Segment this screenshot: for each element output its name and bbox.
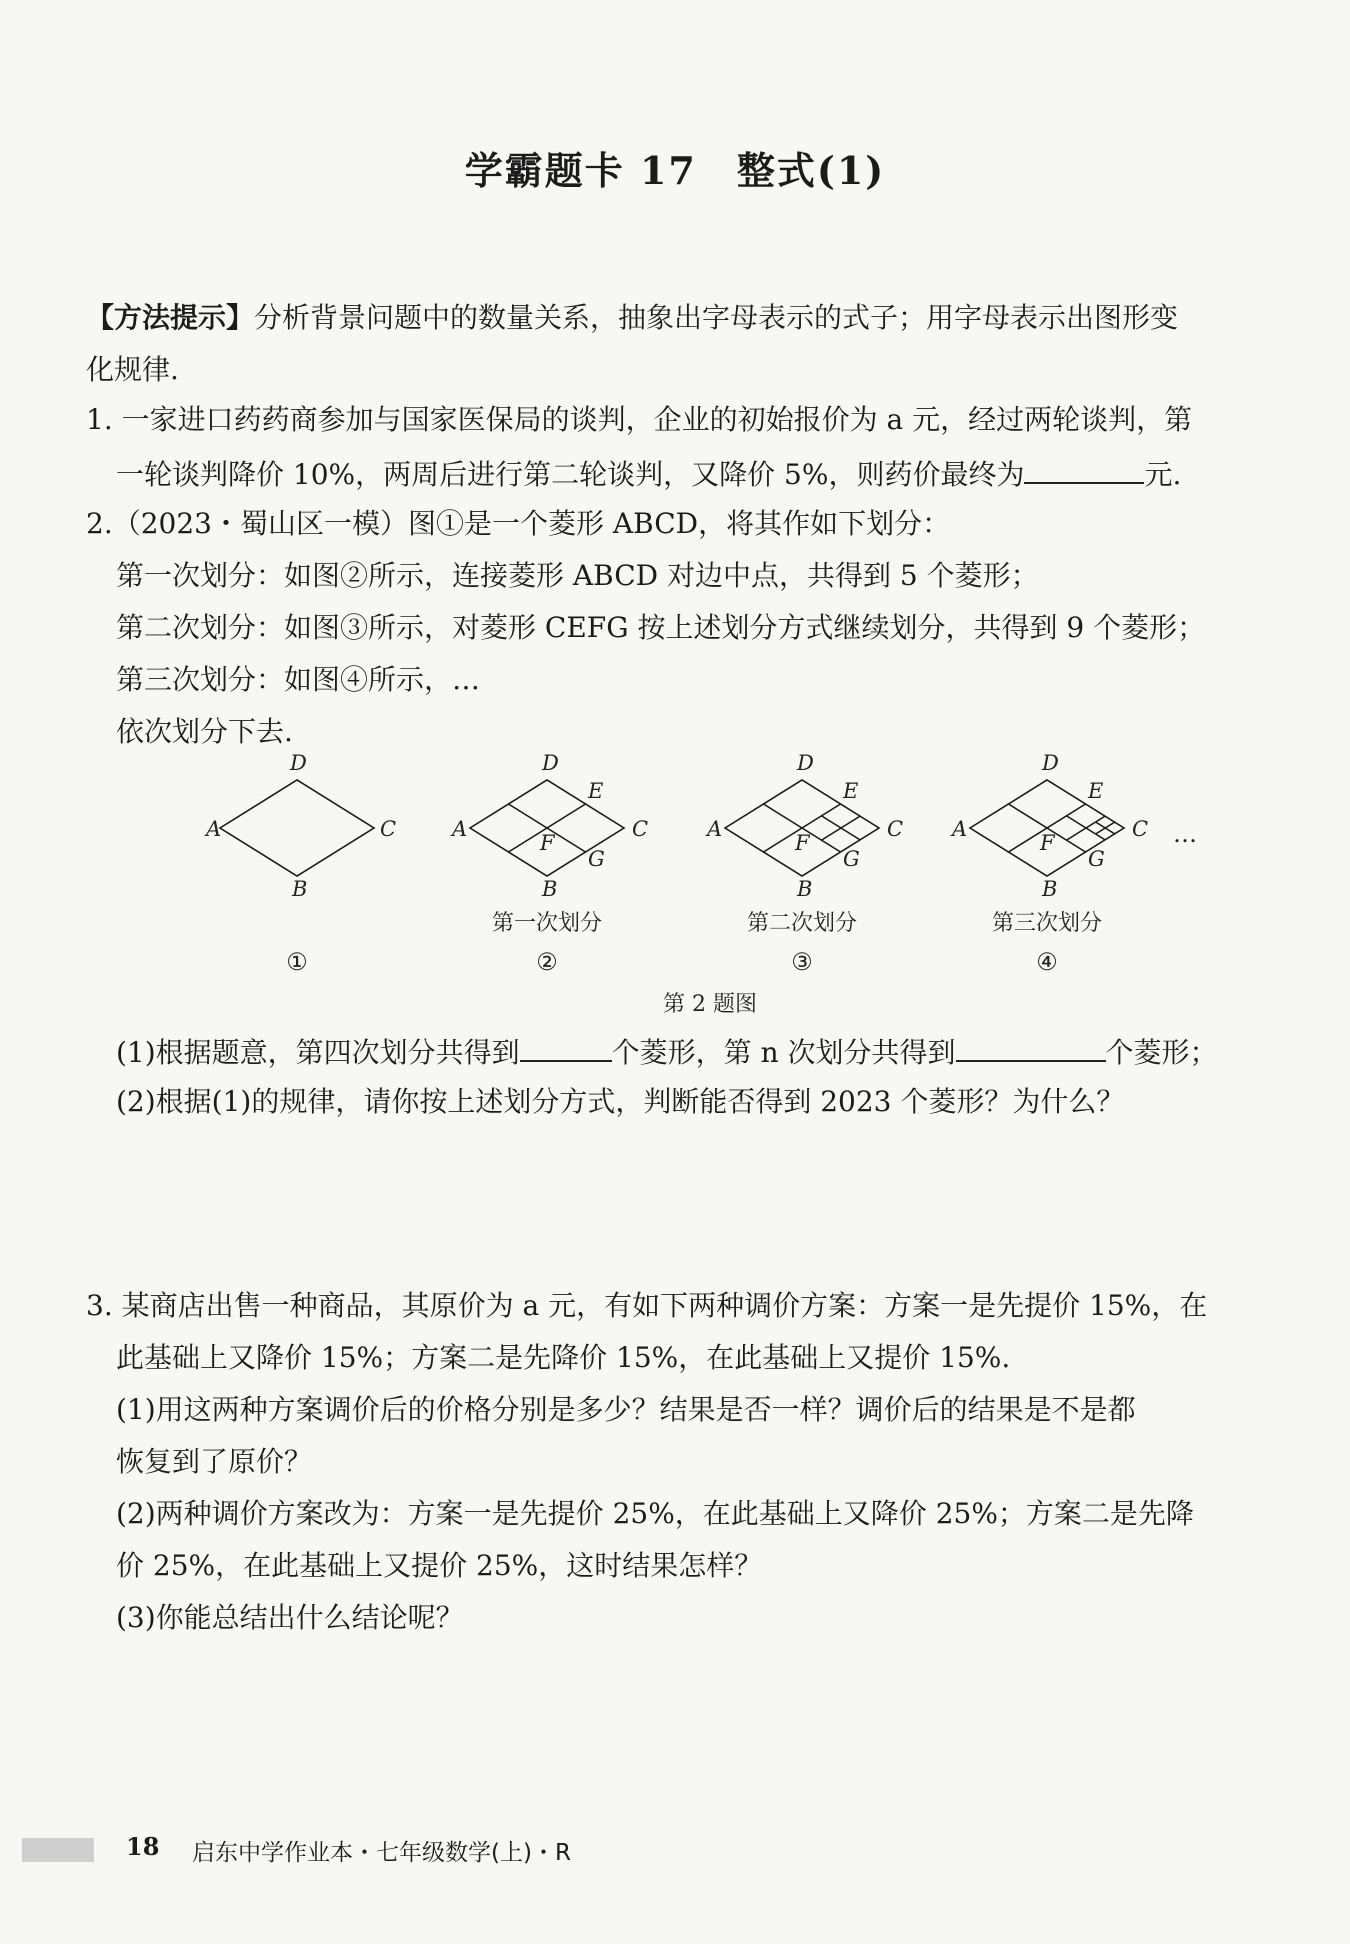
q1-line-2: 一轮谈判降价 10%，两周后进行第二轮谈判，又降价 5%，则药价最终为 bbox=[116, 458, 1025, 491]
label-b-2: B bbox=[542, 877, 558, 901]
label-a-4: A bbox=[952, 817, 968, 841]
label-e-2: E bbox=[588, 779, 604, 803]
page-title bbox=[0, 140, 1350, 195]
label-d-3: D bbox=[797, 751, 814, 775]
card-title: 学霸题卡 17 bbox=[464, 148, 697, 193]
page-number: 18 bbox=[126, 1832, 160, 1861]
rhombus-1 bbox=[220, 780, 374, 876]
q3-line-1: 3. 某商店出售一种商品，其原价为 a 元，有如下两种调价方案：方案一是先提价 15%，在 bbox=[86, 1289, 1208, 1322]
q2-line-5: 依次划分下去. bbox=[116, 715, 293, 748]
question-2 bbox=[86, 498, 1286, 758]
question-3 bbox=[86, 1280, 1286, 1644]
question-2-subparts bbox=[86, 1024, 1286, 1128]
q2-sub1-b: 个菱形，第 n 次划分共得到 bbox=[611, 1036, 956, 1069]
q1-line-2-end: 元. bbox=[1144, 458, 1182, 491]
q2-sub1-a: (1)根据题意，第四次划分共得到 bbox=[116, 1036, 520, 1069]
footer-bar bbox=[22, 1838, 94, 1862]
label-a-2: A bbox=[452, 817, 468, 841]
q2-fourth-count-blank[interactable] bbox=[520, 1024, 612, 1062]
tip-tag: 【方法提示】 bbox=[86, 301, 255, 334]
q2-line-1: 2.（2023・蜀山区一模）图①是一个菱形 ABCD，将其作如下划分： bbox=[86, 507, 951, 540]
q2-line-4: 第三次划分：如图④所示，… bbox=[116, 663, 481, 696]
book-title: 启东中学作业本・七年级数学(上)・R bbox=[192, 1840, 571, 1866]
label-c-4: C bbox=[1132, 817, 1149, 841]
q1-answer-blank[interactable] bbox=[1024, 446, 1144, 484]
label-d-1: D bbox=[290, 751, 307, 775]
tip-text-2: 化规律. bbox=[86, 353, 179, 386]
label-b-4: B bbox=[1042, 877, 1058, 901]
q2-sub1-c: 个菱形； bbox=[1105, 1036, 1218, 1069]
label-d-4: D bbox=[1042, 751, 1059, 775]
label-b-1: B bbox=[292, 877, 308, 901]
label-e-3: E bbox=[843, 779, 859, 803]
panel-4-number: ④ bbox=[1036, 948, 1058, 976]
panel-2-number: ② bbox=[536, 948, 558, 976]
q3-line-4: 恢复到了原价？ bbox=[116, 1445, 313, 1478]
panel-3-number: ③ bbox=[791, 948, 813, 976]
label-e-4: E bbox=[1088, 779, 1104, 803]
figure-ellipsis: … bbox=[1173, 820, 1197, 848]
page-footer bbox=[22, 1830, 822, 1870]
q2-nth-count-blank[interactable] bbox=[956, 1024, 1106, 1062]
q1-line-1: 1. 一家进口药药商参加与国家医保局的谈判，企业的初始报价为 a 元，经过两轮谈判，第 bbox=[86, 403, 1193, 436]
label-a-3: A bbox=[707, 817, 723, 841]
label-d-2: D bbox=[542, 751, 559, 775]
label-f-2: F bbox=[540, 831, 555, 855]
panel-4-caption: 第三次划分 bbox=[991, 911, 1103, 936]
label-c-2: C bbox=[632, 817, 649, 841]
label-g-2: G bbox=[588, 847, 605, 871]
panel-2-caption: 第一次划分 bbox=[491, 911, 603, 936]
label-f-3: F bbox=[795, 831, 810, 855]
label-a-1: A bbox=[206, 817, 222, 841]
q3-line-7: (3)你能总结出什么结论呢？ bbox=[116, 1601, 464, 1634]
question-1 bbox=[86, 394, 1286, 498]
q2-line-3: 第二次划分：如图③所示，对菱形 CEFG 按上述划分方式继续划分，共得到 9 个菱形； bbox=[116, 611, 1206, 644]
label-g-4: G bbox=[1088, 847, 1105, 871]
q3-line-5: (2)两种调价方案改为：方案一是先提价 25%，在此基础上又降价 25%；方案二是先降 bbox=[116, 1497, 1194, 1530]
q2-line-2: 第一次划分：如图②所示，连接菱形 ABCD 对边中点，共得到 5 个菱形； bbox=[116, 559, 1039, 592]
figure-caption: 第 2 题图 bbox=[663, 992, 757, 1017]
label-c-1: C bbox=[380, 817, 397, 841]
q2-sub2: (2)根据(1)的规律，请你按上述划分方式，判断能否得到 2023 个菱形？为什么？ bbox=[116, 1085, 1125, 1118]
panel-1-number: ① bbox=[286, 948, 308, 976]
panel-3-caption: 第二次划分 bbox=[746, 911, 858, 936]
q3-line-3: (1)用这两种方案调价后的价格分别是多少？结果是否一样？调价后的结果是不是都 bbox=[116, 1393, 1136, 1426]
q3-line-2: 此基础上又降价 15%；方案二是先降价 15%，在此基础上又提价 15%. bbox=[116, 1341, 1011, 1374]
tip-text-1: 分析背景问题中的数量关系，抽象出字母表示的式子；用字母表示出图形变 bbox=[254, 301, 1179, 334]
q3-line-6: 价 25%，在此基础上又提价 25%，这时结果怎样？ bbox=[116, 1549, 763, 1582]
topic-title: 整式(1) bbox=[736, 148, 886, 193]
label-c-3: C bbox=[887, 817, 904, 841]
method-tip bbox=[86, 292, 1286, 396]
rhombus-division-figure bbox=[180, 748, 1230, 1028]
label-b-3: B bbox=[797, 877, 813, 901]
label-g-3: G bbox=[843, 847, 860, 871]
label-f-4: F bbox=[1040, 831, 1055, 855]
